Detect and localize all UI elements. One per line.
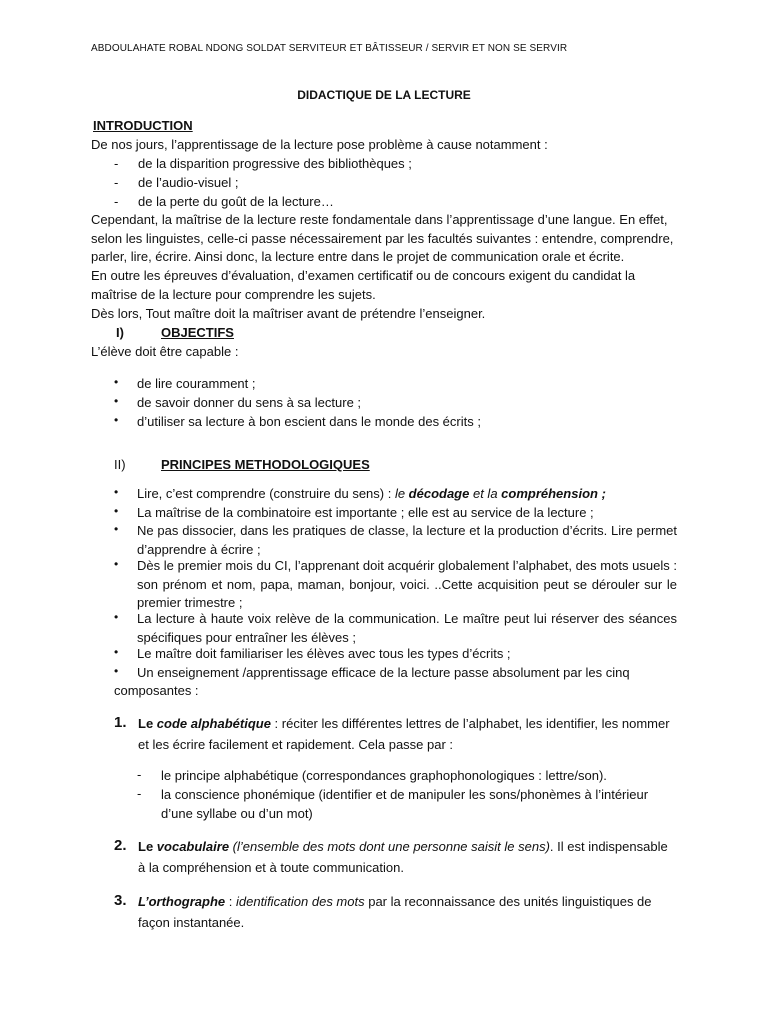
principe-item: Lire, c’est comprendre (construire du sens) : le décodage et la compréhension ;: [137, 486, 606, 501]
principe-item: Dès le premier mois du CI, l’apprenant doit acquérir globalement l’alphabet, des mots usuels : son prénom et nom, papa, maman, bonjour, voici. ..Cette acquisition peut se dérouler sur le premier trimestre ;: [137, 558, 677, 611]
bullet-marker: •: [114, 394, 119, 408]
bullet-marker: •: [114, 645, 119, 659]
section-heading-principes: PRINCIPES METHODOLOGIQUES: [161, 457, 370, 472]
section-number: II): [114, 457, 126, 472]
bullet-marker: •: [114, 557, 119, 571]
intro-paragraph-line: En outre les épreuves d’évaluation, d’examen certificatif ou de concours exigent du candidat la: [91, 268, 636, 283]
intro-paragraph-line: parler, lire, écrire. Ainsi donc, la lecture entre dans le projet de communication orale et écrite.: [91, 249, 625, 264]
composante-orthographe: L’orthographe : identification des mots par la reconnaissance des unités linguistiques de façon instantanée.: [138, 894, 652, 930]
dash-marker: -: [114, 194, 119, 209]
principe-item-continuation: composantes :: [114, 683, 199, 698]
principe-item: La lecture à haute voix relève de la communication. Le maître peut lui réserver des séances spécifiques pour entraîner les élèves ;: [137, 611, 677, 645]
bullet-marker: •: [114, 610, 119, 624]
dash-marker: -: [137, 767, 142, 782]
bullet-marker: •: [114, 485, 119, 499]
bullet-marker: •: [114, 504, 119, 518]
principe-item: Un enseignement /apprentissage efficace de la lecture passe absolument par les cinq: [137, 665, 630, 680]
intro-heading: INTRODUCTION: [93, 118, 193, 133]
bullet-marker: •: [114, 522, 119, 536]
objectif-item: d’utiliser sa lecture à bon escient dans le monde des écrits ;: [137, 414, 481, 429]
objectif-item: de lire couramment ;: [137, 376, 256, 391]
bullet-marker: •: [114, 375, 119, 389]
objectifs-lead: L’élève doit être capable :: [91, 344, 239, 359]
objectif-item: de savoir donner du sens à sa lecture ;: [137, 395, 362, 410]
bullet-marker: •: [114, 664, 119, 678]
composante-vocabulaire: Le vocabulaire (l’ensemble des mots dont une personne saisit le sens). Il est indispensable à la compréhension et à toute communication.: [138, 839, 668, 875]
dash-marker: -: [114, 156, 119, 171]
composante-code-alphabetique: Le code alphabétique : réciter les différentes lettres de l’alphabet, les identifier, les nommer et les écrire facilement et rapidement. Cela passe par :: [138, 716, 670, 752]
intro-item: de la perte du goût de la lecture…: [138, 194, 334, 209]
composante-number: 1.: [114, 714, 127, 731]
principe-item: Le maître doit familiariser les élèves avec tous les types d’écrits ;: [137, 646, 511, 661]
section-heading-objectifs: OBJECTIFS: [161, 325, 234, 340]
document-title: DIDACTIQUE DE LA LECTURE: [297, 88, 471, 102]
intro-paragraph-line: Dès lors, Tout maître doit la maîtriser avant de prétendre l’enseigner.: [91, 306, 486, 321]
principe-item: Ne pas dissocier, dans les pratiques de classe, la lecture et la production d’écrits. Lire permet d’apprendre à écrire ;: [137, 523, 677, 557]
intro-item: de l’audio-visuel ;: [138, 175, 239, 190]
intro-lead: De nos jours, l’apprentissage de la lecture pose problème à cause notamment :: [91, 137, 548, 152]
dash-marker: -: [114, 175, 119, 190]
intro-paragraph-line: Cependant, la maîtrise de la lecture reste fondamentale dans l’apprentissage d’une langue. En effet,: [91, 212, 668, 227]
bullet-marker: •: [114, 413, 119, 427]
composante-number: 2.: [114, 837, 127, 854]
page-header: ABDOULAHATE ROBAL NDONG SOLDAT SERVITEUR ET BÂTISSEUR / SERVIR ET NON SE SERVIR: [91, 43, 568, 54]
composante-sub-item: le principe alphabétique (correspondances graphophonologiques : lettre/son).: [161, 768, 607, 783]
intro-paragraph-line: selon les linguistes, celle-ci passe nécessairement par les facultés suivantes : entendre, comprendre,: [91, 231, 674, 246]
intro-paragraph-line: maîtrise de la lecture pour comprendre les sujets.: [91, 287, 376, 302]
composante-number: 3.: [114, 892, 127, 909]
principe-item: La maîtrise de la combinatoire est importante ; elle est au service de la lecture ;: [137, 505, 594, 520]
composante-sub-item: la conscience phonémique (identifier et de manipuler les sons/phonèmes à l’intérieur d’une syllabe ou d’un mot): [161, 787, 649, 821]
intro-item: de la disparition progressive des bibliothèques ;: [138, 156, 412, 171]
section-number: I): [116, 325, 124, 340]
dash-marker: -: [137, 786, 142, 801]
